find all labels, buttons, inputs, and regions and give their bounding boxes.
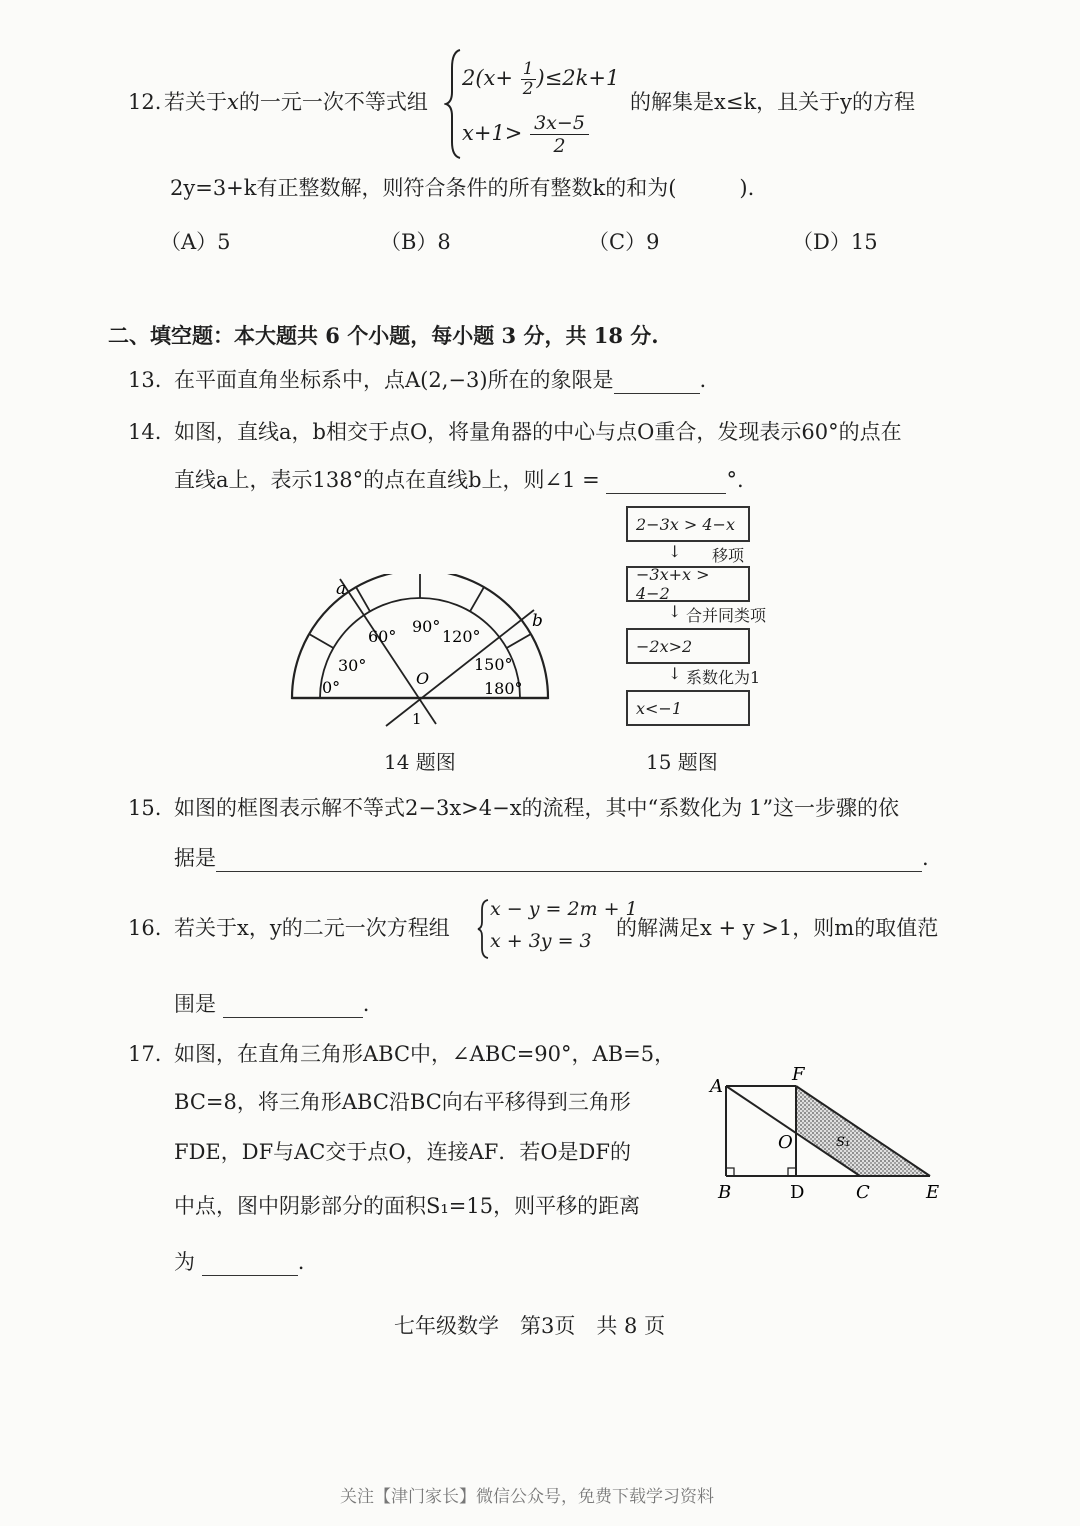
label-90deg: 90° bbox=[412, 617, 441, 636]
flow-step-3: 系数化为1 bbox=[686, 668, 761, 687]
q12-suffix: 的解集是x≤k，且关于y的方程 bbox=[630, 90, 916, 114]
q17-line2: BC=8，将三角形ABC沿BC向右平移得到三角形 bbox=[174, 1090, 631, 1114]
flow-box-1: 2−3x > 4−x bbox=[626, 506, 750, 542]
q16-suffix: 的解满足x + y >1，则m的取值范 bbox=[616, 916, 939, 940]
q16-eq2: x + 3y = 3 bbox=[490, 930, 592, 952]
label-60deg: 60° bbox=[368, 627, 397, 646]
q16-brace bbox=[476, 898, 490, 960]
label-c: C bbox=[856, 1182, 870, 1203]
q16-answer-blank[interactable] bbox=[223, 993, 363, 1018]
flow-arrow-2: ↓ bbox=[668, 602, 682, 621]
q17-line1: 如图，在直角三角形ABC中，∠ABC=90°，AB=5， bbox=[174, 1042, 676, 1066]
right-angle-b bbox=[726, 1168, 734, 1176]
label-180deg: 180° bbox=[484, 679, 523, 698]
section-title: 二、填空题：本大题共 6 个小题，每小题 3 分，共 18 分. bbox=[108, 323, 659, 348]
page-footer: 七年级数学 第3页 共 8 页 bbox=[394, 1314, 666, 1338]
q12-ineq2: x+1> $\frac{3x-5}{2}$ bbox=[462, 112, 590, 157]
q12-prefix: 若关于x的一元一次不等式组 bbox=[164, 90, 428, 114]
flow-step-1: 移项 bbox=[712, 546, 745, 565]
q15-line1: 如图的框图表示解不等式2−3x>4−x的流程，其中“系数化为 1”这一步骤的依 bbox=[174, 796, 900, 820]
q12-number: 12. bbox=[128, 90, 162, 114]
label-o: O bbox=[778, 1132, 793, 1153]
flow-step-2: 合并同类项 bbox=[686, 606, 767, 625]
q12-ineq1: 2(x+ $\frac{1}{2}$ )≤2k+1 bbox=[462, 59, 620, 99]
label-b: B bbox=[718, 1182, 732, 1203]
q16-prefix: 若关于x，y的二元一次方程组 bbox=[174, 916, 450, 940]
q13-answer-blank[interactable] bbox=[614, 369, 700, 394]
protractor-figure bbox=[290, 574, 560, 730]
label-d: D bbox=[790, 1182, 805, 1203]
q14-line1: 如图，直线a，b相交于点O，将量角器的中心与点O重合，发现表示60°的点在 bbox=[174, 420, 902, 444]
q12-option-c: （C）9 bbox=[588, 230, 660, 254]
label-30deg: 30° bbox=[338, 656, 367, 675]
q15-number: 15. bbox=[128, 796, 162, 820]
flow-box-3: −2x>2 bbox=[626, 628, 750, 664]
label-s1: S₁ bbox=[836, 1135, 851, 1150]
flow-box-4: x<−1 bbox=[626, 690, 750, 726]
right-angle-d bbox=[788, 1168, 796, 1176]
watermark-text: 关注【津门家长】微信公众号，免费下载学习资料 bbox=[340, 1487, 714, 1507]
angle-1-label: 1 bbox=[412, 710, 422, 728]
line-b-label: b bbox=[532, 611, 543, 631]
q16-line2: 围是 . bbox=[174, 992, 370, 1016]
line-a bbox=[340, 579, 436, 724]
q12-line2: 2y=3+k有正整数解，则符合条件的所有整数k的和为( ). bbox=[170, 176, 755, 200]
q17-line3: FDE，DF与AC交于点O，连接AF．若O是DF的 bbox=[174, 1140, 631, 1164]
label-e: E bbox=[926, 1182, 940, 1203]
q14-line2: 直线a上，表示138°的点在直线b上，则∠1 = °. bbox=[174, 468, 744, 492]
q12-option-b: （B）8 bbox=[380, 230, 451, 254]
q17-answer-blank[interactable] bbox=[202, 1251, 298, 1276]
q15-answer-blank[interactable] bbox=[216, 847, 922, 872]
label-150deg: 150° bbox=[474, 655, 513, 674]
q16-eq1: x − y = 2m + 1 bbox=[490, 898, 638, 920]
q12-brace bbox=[444, 48, 464, 160]
label-120deg: 120° bbox=[442, 627, 481, 646]
label-a: A bbox=[710, 1076, 723, 1097]
label-f: F bbox=[792, 1064, 805, 1085]
q14-answer-blank[interactable] bbox=[606, 469, 726, 494]
q17-number: 17. bbox=[128, 1042, 162, 1066]
q15-line2: 据是 . bbox=[174, 846, 929, 870]
line-a-label: a bbox=[336, 579, 347, 599]
center-o-label: O bbox=[416, 669, 430, 688]
q17-line4: 中点，图中阴影部分的面积S₁=15，则平移的距离 bbox=[174, 1194, 641, 1218]
q13-number: 13. bbox=[128, 368, 162, 392]
q14-number: 14. bbox=[128, 420, 162, 444]
triangle-figure bbox=[700, 1060, 950, 1206]
fig14-caption: 14 题图 bbox=[384, 750, 456, 774]
q16-number: 16. bbox=[128, 916, 162, 940]
flow-arrow-3: ↓ bbox=[668, 664, 682, 683]
label-0deg: 0° bbox=[322, 678, 341, 697]
fig15-caption: 15 题图 bbox=[646, 750, 718, 774]
q12-option-d: （D）15 bbox=[792, 230, 878, 254]
q12-option-a: （A）5 bbox=[160, 230, 231, 254]
flow-box-2: −3x+x > 4−2 bbox=[626, 566, 750, 602]
q17-line5: 为 . bbox=[174, 1250, 305, 1274]
q13-text: 在平面直角坐标系中，点A(2,−3)所在的象限是 . bbox=[174, 368, 707, 392]
flow-arrow-1: ↓ bbox=[668, 542, 682, 561]
